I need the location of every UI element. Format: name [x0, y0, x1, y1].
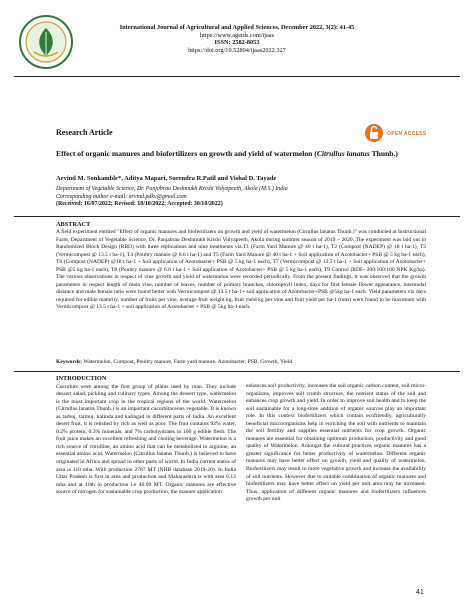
title-species: Citrullus lanatus: [316, 149, 370, 158]
abstract-text: A field experiment entitled "Effect of organic manures and biofertilizers on growth and yield of watermelon (Citrullus lanatus Thunb.)" was conducted at Instructional Farm, Department of Vegetable Science, Dr. Panjabrao Deshmukh Krishi Vidyapeeth, Akola during summer season of 2019 – 2020. The experiment was laid out in Randomized Block Design (RBD) with three replications and nine treatments viz.T1 (Farm Yard Manure @ 40 t ha-1), T2 (Compost (NADEP) @ 18 t ha-1), T3 (Vermicompost @ 13.5 t ha-1), T4 (Poultry manure @ 6.6 t ha-1) and T5 (Farm Yard Manure @ 40 t ha-1 + Soil application of Azotobacter+ PSB @ 5 kg ha-1 each), T6 (Compost (NADEP) @18 t ha-1 + Soil application of Azotobacter+ PSB @ 5 kg ha-1 each), T7 (Vermicompost @ 13.5 t ha-1 + Soil application of Azotobacter+ PSB @5 kg ha-1 each), T8 (Poultry manure @ 6.6 t ha-1 + Soil application of Azotobacter+ PSB @ 5 kg ha-1 each), T9 Control (RDF- 200:100:100 NPK Kg/ha). The various observations in respect of vine growth and yield of watermelon were recorded periodically. From the present findings, it was observed that the growth parameters in respect length of main vine, number of leaves, number of primary branches, chlorophyll index, days for first female flower appearance, internodal distance and male female ratio were found better with Vermicompost @ 13.5 t ha-1+ soil application of Azotobacter+PSB @5kg ha-1 each. Yield parameters viz days required for edible maturity, number of fruits per vine, average fruit weight kg, fruit yield kg per vine and fruit yield per ha-1 (tons) were found to be maximum with Vermicompost @ 13.5 t ha-1 + soil application of Azotobacter + PSB @ 5kg ha-1 each.: [56, 229, 426, 311]
affiliation: Department of Vegetable Science, Dr. Panjabrao Deshmukh Krishi Vidyapeeth, Akola (M.S.) India: [56, 186, 288, 192]
column-right: [246, 383, 426, 504]
open-access-label: OPEN ACCESS: [387, 131, 427, 137]
journal-name: International Journal of Agricultural and Applied Sciences, December 2022, 3(2): 41-45: [119, 24, 355, 31]
introduction-left-text: Cucurbits were among the first group of plants used by man. They include dessert salad, pickling and culinary types. Among the dessert type, watermelon is the most important crop in the tropical regions of the world. Watermelon (Citrullus lanatus Thunb.) is an important cucurbitaceous vegetable. It is known as tarbuj, tarmuj, kalinda and kalingad in different parts of India. An excellent desert fruit, it is relished by rich as well as poor. The fruit contains 92% water, 0.2% protein, 0.3% minerals, and 7% carbohydrates in 100 g edible flesh. The fruit juice makes an excellent refreshing and cooling beverage. Watermelon is a rich source of citrulline, an amino acid that can be metabolized to arginine, an essential amino acid. Watermelon (Citrullus lanatus Thunb.) is believed to have originated in Africa and spread to other parts of world. In India current status of area is 110 mha. With production 2787 MT (NHB database 2019-20). In India Uttar Pradesh is first in area and production and Maharashtra is with area 6.12 mha and at 10th in production i.e 46.99 MT. Organic manures are effective source of nitrogen for sustainable crop production, the manure application: [56, 383, 236, 496]
page-number: 41: [416, 589, 424, 596]
title-text: Effect of organic manures and biofertilizers on growth and yield of watermelon (: [56, 149, 317, 158]
journal-header: [0, 24, 474, 54]
article-title: [56, 149, 426, 159]
corresponding-author: Corresponding author e-mail: arvind.pdkv@gmail.com: [56, 193, 187, 200]
affiliation-block: [56, 186, 426, 209]
journal-website[interactable]: https://www.agetds.com/ijaas: [199, 31, 275, 39]
introduction-right-text: enhances soil productivity, increases the soil organic carbon content, soil micro-organisms, improves soil crumb structure, the nutrient status of the soil and enhances crop growth and yield. In order to improve soil health and to keep the soil sustainable for a long-time addition of organic sources play an important role. In this context biofertilizers which contain ecofriendly, agriculturally beneficial microorganisms help in enriching the soil with nutrients to maintain the soil fertility and supplies essential nutrients for crop growth. Organic manures are essential for obtaining optimum production, productivity and good quality of Watermelon. Amongst the cultural practices organic manures has a greater significance for better productivity of watermelon. Different organic manures may have better effect on growth, yield and quality of watermelon. Biofertilizers may result in more vegetative growth and increase the availability of soil nutrients. However due to suitable combination of organic manures and biofertilizers may have better effect on yield per unit area may be increased. Thus, application of different organic manures and biofertilizers influences growth per unit: [246, 383, 426, 503]
title-end: Thunb.): [369, 149, 398, 158]
header-divider: [14, 76, 460, 77]
article-dates: (Received: 16/07/2022; Revised: 18/10/2022; Accepted: 30/10/2022): [56, 201, 223, 208]
body-divider: [14, 371, 460, 372]
article-type: Research Article: [56, 128, 113, 137]
journal-doi[interactable]: https://doi.org/10.52804/ijaas2022.327: [188, 46, 286, 54]
column-left: [56, 375, 236, 497]
abstract-heading: ABSTRACT: [56, 221, 91, 228]
keywords-text: Watermelon, Compost, Poultry manure, Farm yard manure, Azotobacter, PSB, Growth, Yield.: [82, 359, 294, 365]
keywords-label: Keywords:: [56, 359, 83, 365]
keywords: [56, 359, 426, 366]
journal-issn: ISSN: 2582-8053: [214, 39, 260, 47]
abstract-top-divider: [14, 216, 460, 217]
introduction-heading: INTRODUCTION: [56, 375, 107, 382]
author-list: Arvind M. Sonkamble*, Aditya Mapari, Surendra R.Patil and Vishal D. Tayade: [56, 175, 277, 182]
